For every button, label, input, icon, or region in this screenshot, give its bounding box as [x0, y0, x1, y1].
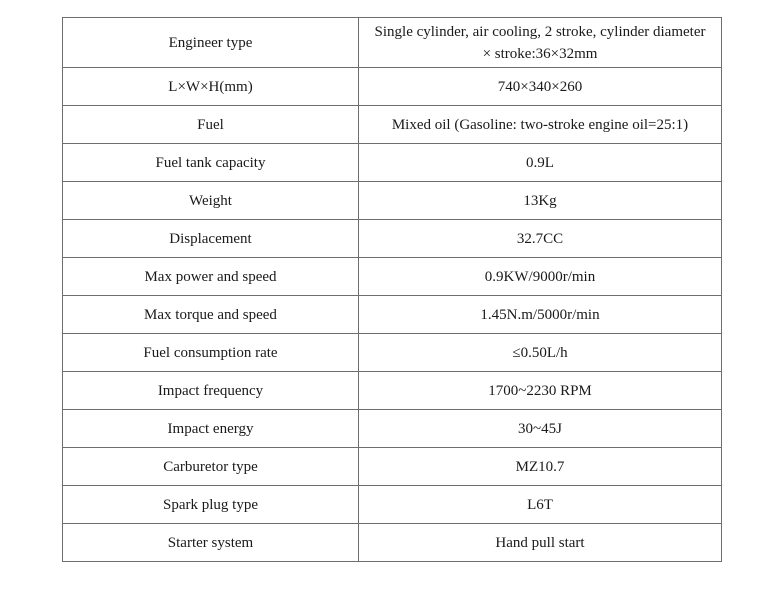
spec-value-carburetor-type: MZ10.7	[359, 448, 722, 486]
spec-label-dimensions: L×W×H(mm)	[63, 68, 359, 106]
spec-value-engineer-type: Single cylinder, air cooling, 2 stroke, cylinder diameter × stroke:36×32mm	[359, 18, 722, 68]
spec-value-spark-plug-type: L6T	[359, 486, 722, 524]
spec-value-fuel-consumption: ≤0.50L/h	[359, 334, 722, 372]
spec-value-max-torque: 1.45N.m/5000r/min	[359, 296, 722, 334]
table-row	[63, 258, 722, 296]
spec-value-impact-frequency: 1700~2230 RPM	[359, 372, 722, 410]
spec-label-impact-frequency: Impact frequency	[63, 372, 359, 410]
spec-table	[62, 17, 722, 562]
table-row	[63, 296, 722, 334]
table-row	[63, 106, 722, 144]
spec-label-fuel-tank-capacity: Fuel tank capacity	[63, 144, 359, 182]
spec-label-impact-energy: Impact energy	[63, 410, 359, 448]
spec-label-starter-system: Starter system	[63, 524, 359, 562]
spec-value-displacement: 32.7CC	[359, 220, 722, 258]
spec-value-impact-energy: 30~45J	[359, 410, 722, 448]
spec-label-displacement: Displacement	[63, 220, 359, 258]
spec-value-fuel-tank-capacity: 0.9L	[359, 144, 722, 182]
spec-label-max-power: Max power and speed	[63, 258, 359, 296]
spec-label-engineer-type: Engineer type	[63, 18, 359, 68]
spec-value-fuel: Mixed oil (Gasoline: two-stroke engine oil=25:1)	[359, 106, 722, 144]
table-row	[63, 220, 722, 258]
spec-value-dimensions: 740×340×260	[359, 68, 722, 106]
spec-label-fuel: Fuel	[63, 106, 359, 144]
spec-value-max-power: 0.9KW/9000r/min	[359, 258, 722, 296]
spec-value-weight: 13Kg	[359, 182, 722, 220]
spec-label-carburetor-type: Carburetor type	[63, 448, 359, 486]
table-row	[63, 334, 722, 372]
table-row	[63, 524, 722, 562]
spec-label-spark-plug-type: Spark plug type	[63, 486, 359, 524]
table-row	[63, 68, 722, 106]
table-row	[63, 410, 722, 448]
spec-label-weight: Weight	[63, 182, 359, 220]
spec-label-fuel-consumption: Fuel consumption rate	[63, 334, 359, 372]
spec-label-max-torque: Max torque and speed	[63, 296, 359, 334]
table-row	[63, 486, 722, 524]
table-row	[63, 18, 722, 68]
table-row	[63, 182, 722, 220]
spec-value-starter-system: Hand pull start	[359, 524, 722, 562]
table-row	[63, 372, 722, 410]
table-row	[63, 448, 722, 486]
table-row	[63, 144, 722, 182]
